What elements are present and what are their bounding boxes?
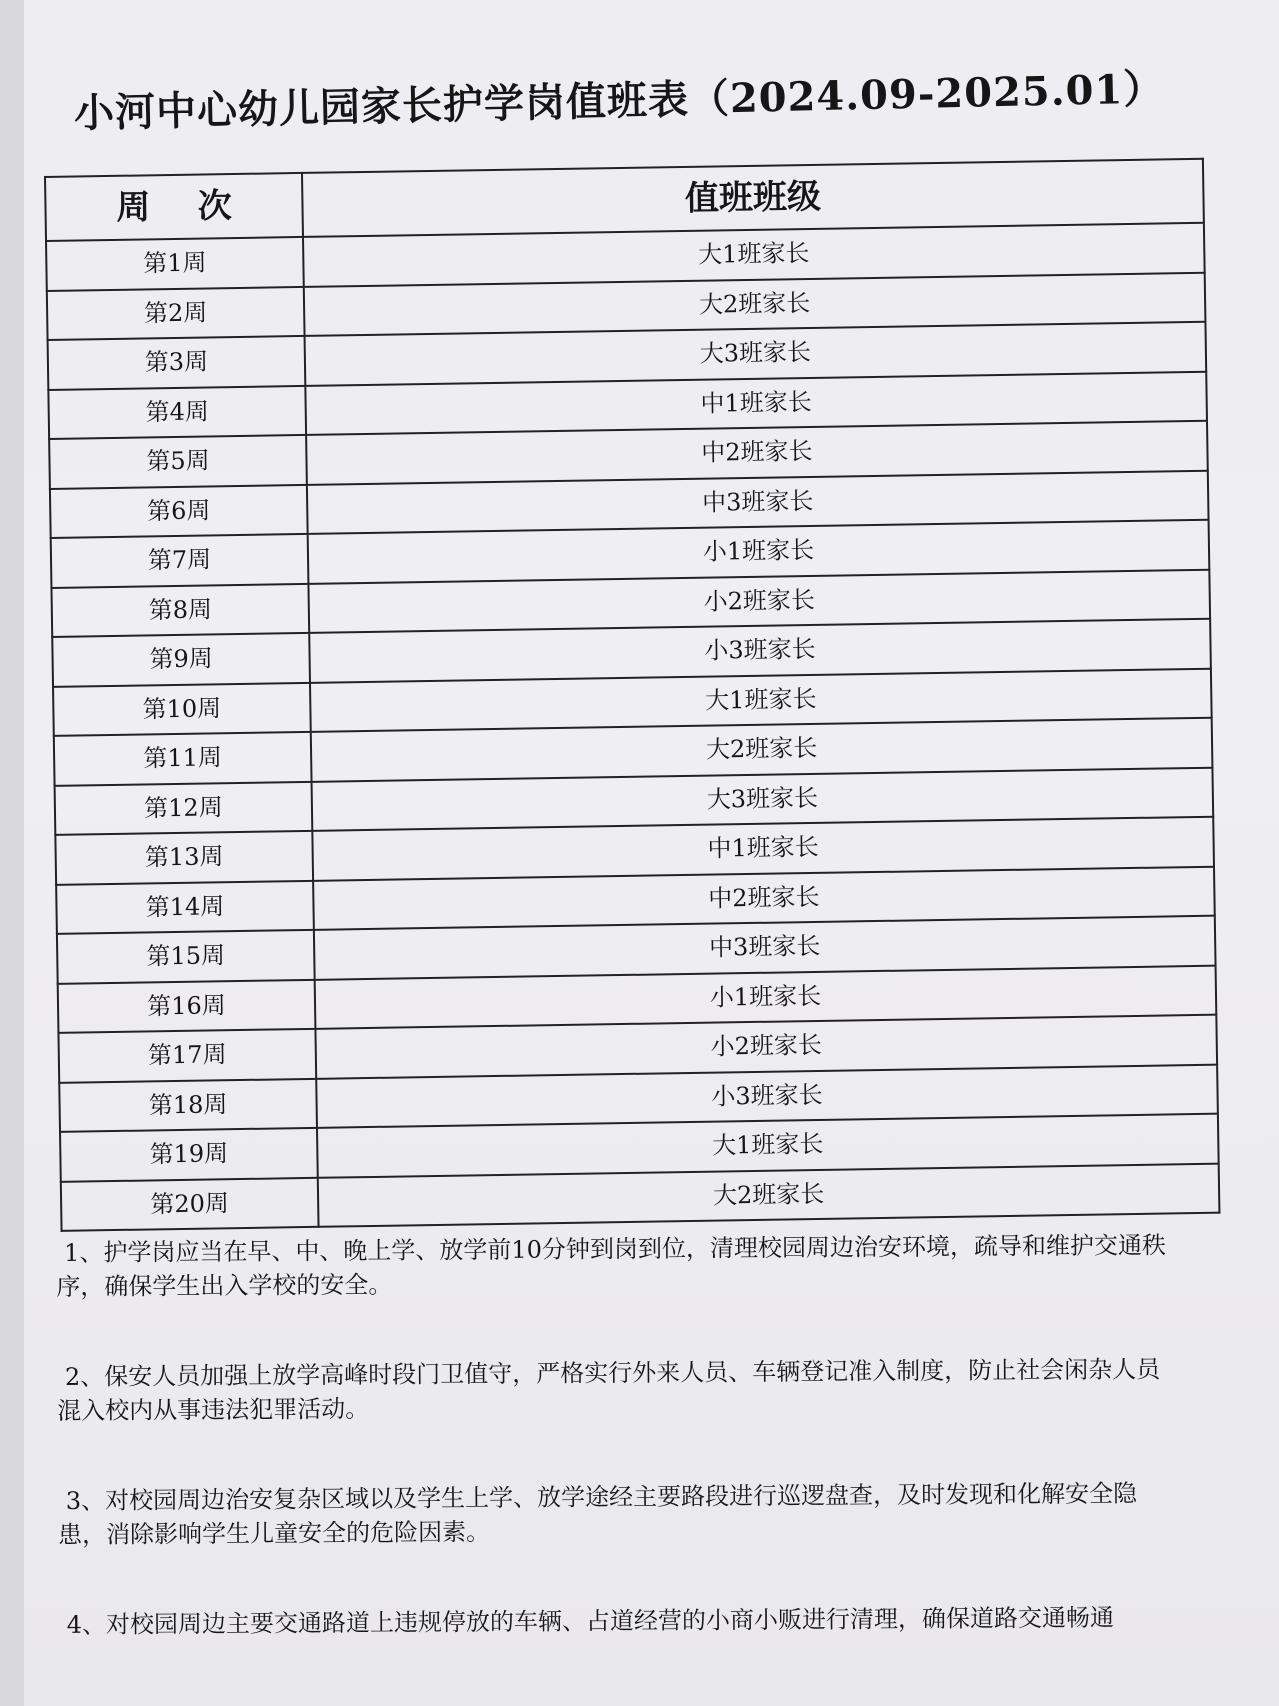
note-3: 3、对校园周边治安复杂区域以及学生上学、放学途经主要路段进行巡逻盘查，及时发现和化解安全隐患，消除影响学生儿童安全的危险因素。 bbox=[57, 1479, 1138, 1549]
week-cell: 第10周 bbox=[53, 682, 311, 736]
week-cell: 第5周 bbox=[49, 435, 307, 489]
week-cell: 第13周 bbox=[55, 831, 313, 885]
duty-class-cell: 大3班家长 bbox=[312, 767, 1214, 831]
week-cell: 第6周 bbox=[50, 484, 308, 538]
duty-class-cell: 大3班家长 bbox=[305, 322, 1207, 386]
note-2: 2、保安人员加强上放学高峰时段门卫值守，严格实行外来人员、车辆登记准入制度，防止社会闲杂人员混入校内从事违法犯罪活动。 bbox=[57, 1355, 1161, 1425]
duty-class-cell: 中1班家长 bbox=[312, 817, 1214, 881]
title-text: 小河中心幼儿园家长护学岗值班表 bbox=[73, 76, 690, 137]
header-duty-class: 值班班级 bbox=[302, 159, 1204, 237]
week-cell: 第2周 bbox=[47, 286, 305, 340]
week-cell: 第18周 bbox=[59, 1078, 317, 1132]
duty-class-cell: 小3班家长 bbox=[309, 619, 1211, 683]
duty-class-cell: 中1班家长 bbox=[305, 371, 1207, 435]
note-1: 1、护学岗应当在早、中、晚上学、放学前10分钟到岗到位，清理校园周边治安环境，疏导和维护交通秩序，确保学生出入学校的安全。 bbox=[56, 1231, 1167, 1301]
week-cell: 第20周 bbox=[61, 1177, 319, 1231]
duty-class-cell: 大1班家长 bbox=[303, 223, 1205, 287]
week-cell: 第19周 bbox=[60, 1128, 318, 1182]
week-cell: 第14周 bbox=[56, 880, 314, 934]
duty-class-cell: 小1班家长 bbox=[315, 965, 1217, 1029]
duty-class-cell: 大2班家长 bbox=[311, 718, 1213, 782]
duty-class-cell: 小3班家长 bbox=[316, 1064, 1218, 1128]
duty-class-cell: 小1班家长 bbox=[308, 520, 1210, 584]
week-cell: 第4周 bbox=[48, 385, 306, 439]
notes-section bbox=[56, 1228, 1179, 1698]
duty-class-cell: 中2班家长 bbox=[313, 866, 1215, 930]
table-body bbox=[46, 223, 1219, 1231]
title-period: （2024.09-2025.01） bbox=[688, 65, 1165, 124]
week-cell: 第9周 bbox=[52, 633, 310, 687]
duty-class-cell: 小2班家长 bbox=[315, 1015, 1217, 1079]
duty-class-cell: 大2班家长 bbox=[318, 1163, 1220, 1227]
duty-class-cell: 中3班家长 bbox=[314, 916, 1216, 980]
duty-class-cell: 大1班家长 bbox=[317, 1114, 1219, 1178]
duty-table bbox=[44, 158, 1220, 1232]
duty-class-cell: 小2班家长 bbox=[308, 569, 1210, 633]
duty-class-cell: 大1班家长 bbox=[310, 668, 1212, 732]
week-cell: 第17周 bbox=[58, 1029, 316, 1083]
week-cell: 第15周 bbox=[57, 930, 315, 984]
week-cell: 第16周 bbox=[58, 979, 316, 1033]
week-cell: 第3周 bbox=[48, 336, 306, 390]
week-cell: 第12周 bbox=[55, 781, 313, 835]
duty-class-cell: 中3班家长 bbox=[307, 470, 1209, 534]
paper-edge bbox=[0, 0, 24, 1706]
duty-class-cell: 中2班家长 bbox=[306, 421, 1208, 485]
week-cell: 第7周 bbox=[51, 534, 309, 588]
week-cell: 第1周 bbox=[46, 237, 304, 291]
week-cell: 第11周 bbox=[54, 732, 312, 786]
duty-class-cell: 大2班家长 bbox=[304, 272, 1206, 336]
week-cell: 第8周 bbox=[51, 583, 309, 637]
note-4: 4、对校园周边主要交通路道上违规停放的车辆、占道经营的小商小贩进行清理，确保道路交通畅通 bbox=[66, 1603, 1115, 1639]
header-week: 周 次 bbox=[45, 173, 303, 241]
